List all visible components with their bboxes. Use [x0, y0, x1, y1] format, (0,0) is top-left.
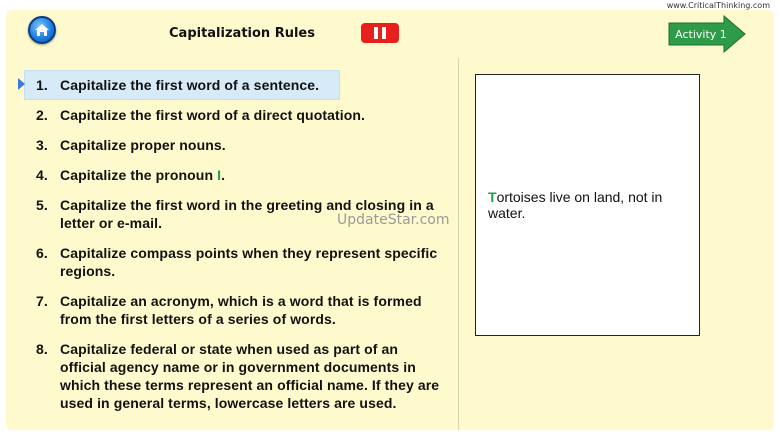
rule-number: 1.	[36, 77, 48, 93]
rule-text: Capitalize proper nouns.	[60, 137, 226, 153]
rule-number: 2.	[36, 107, 48, 123]
example-rest: ortoises live on land, not in water.	[488, 189, 663, 221]
example-panel	[475, 74, 700, 336]
site-watermark: www.CriticalThinking.com	[666, 1, 770, 10]
activity-button[interactable]	[668, 15, 746, 53]
rule-text: Capitalize the first word in the greeting and closing in a letter or e-mail.	[60, 197, 434, 231]
activity-label: Activity 1	[675, 28, 727, 41]
rule-text-end: .	[221, 167, 226, 183]
rule-number: 7.	[36, 293, 48, 309]
rule-text: Capitalize the pronoun	[60, 167, 218, 183]
rule-number: 3.	[36, 137, 48, 153]
rule-number: 6.	[36, 245, 48, 261]
pause-icon-bar-right	[382, 27, 386, 39]
rule-number: 5.	[36, 197, 48, 213]
panel-divider	[458, 58, 459, 430]
selected-arrow-icon	[18, 78, 25, 90]
app-window	[6, 10, 774, 430]
rule-highlight-letter: I	[217, 167, 222, 183]
pause-icon-bar-left	[374, 27, 378, 39]
rule-number: 8.	[36, 341, 48, 357]
example-sentence	[488, 189, 688, 221]
rule-text-wrap	[60, 166, 444, 184]
rule-text: Capitalize the first word of a direct quotation.	[60, 107, 366, 123]
rule-text: Capitalize an acronym, which is a word that is formed from the first letters of a series of words.	[60, 293, 422, 327]
rules-list	[14, 64, 454, 424]
home-icon	[34, 22, 50, 38]
rule-text: Capitalize the first word of a sentence.	[60, 77, 320, 93]
rule-text: Capitalize federal or state when used as part of an official agency name or in government documents in which these terms represent an official name. If they are used in general terms, lowercase letters are used.	[60, 341, 440, 411]
updatestar-watermark: UpdateStar.com	[337, 212, 450, 228]
page-title: Capitalization Rules	[169, 26, 315, 41]
example-first-letter: T	[488, 189, 497, 205]
pause-button[interactable]	[361, 23, 399, 43]
rule-text: Capitalize compass points when they represent specific regions.	[60, 245, 438, 279]
rule-number: 4.	[36, 167, 48, 183]
home-button[interactable]	[28, 16, 56, 44]
